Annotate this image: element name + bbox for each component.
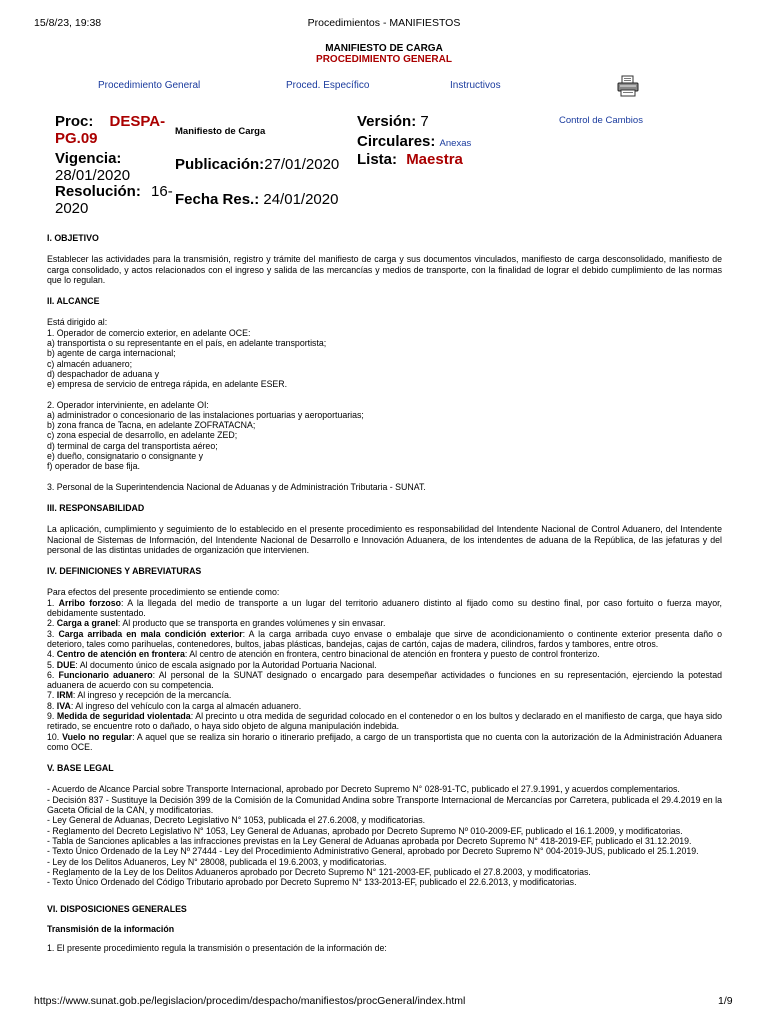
resolucion-label: Resolución: <box>55 183 141 200</box>
lista-value: Maestra <box>406 151 463 168</box>
resolucion-block <box>55 183 175 217</box>
responsabilidad-text: La aplicación, cumplimiento y seguimiento de lo establecido en el presente procedimiento es responsabilidad del Intendente Nacional de Control Aduanero, del Intendente Nacional de Sistemas de Información, del Intendente Nacional de Desarrollo e Innovación Aduanera, de los intendentes de aduana de la República, de las jefaturas y del personal de las distintas unidades de organización que intervienen. <box>47 524 722 555</box>
list-item: c) almacén aduanero; <box>47 358 133 369</box>
proc-name: Manifiesto de Carga <box>175 126 266 137</box>
page-number: 1/9 <box>718 995 733 1007</box>
printer-icon[interactable] <box>617 75 639 97</box>
list-item: d) despachador de aduana y <box>47 368 160 379</box>
page-url: https://www.sunat.gob.pe/legislacion/procedim/despacho/manifiestos/procGeneral/index.html <box>34 995 466 1007</box>
print-datetime: 15/8/23, 19:38 <box>34 17 102 29</box>
list-item: - Tabla de Sanciones aplicables a las infracciones previstas en la Ley General de Aduanas aprobada por Decreto Supremo N° 418-2019-EF, publicado el 31.12.2019. <box>47 835 692 846</box>
section-definiciones-title: IV. DEFINICIONES Y ABREVIATURAS <box>47 566 202 577</box>
publicacion-value: 27/01/2020 <box>264 156 340 173</box>
version-block <box>357 113 429 130</box>
list-item: - Ley de los Delitos Aduaneros, Ley N° 28008, publicada el 19.6.2003, y modificatorias. <box>47 856 387 867</box>
proc-code-block <box>55 113 173 147</box>
list-item: - Reglamento de la Ley de los Delitos Aduaneros aprobado por Decreto Supremo N° 121-2003-EF, publicado el 27.8.2003, y modificatorias. <box>47 866 591 877</box>
circulares-label: Circulares: <box>357 133 436 150</box>
doc-title: MANIFIESTO DE CARGA <box>325 43 443 54</box>
list-item: - Texto Único Ordenado de la Ley Nº 27444 - Ley del Procedimiento Administrativo General, aprobado por Decreto Supremo N° 004-2019-JUS, publicado el 25.1.2019. <box>47 846 699 857</box>
resolucion-value-1: 16- <box>151 183 173 200</box>
list-item: d) terminal de carga del transportista aéreo; <box>47 440 218 451</box>
list-item: f) operador de base fija. <box>47 461 140 472</box>
definition-item: 9. Medida de seguridad violentada: Al precinto u otra medida de seguridad colocado en el contenedor o en los bultos y declarado en el manifiesto de carga, que haya sido retirado, se encuentre roto o dañado, o haya sido objeto de alguna manipulación indebida. <box>47 710 723 732</box>
nav-instructivos[interactable]: Instructivos <box>450 80 501 91</box>
list-item: - Texto Único Ordenado del Código Tributario aprobado por Decreto Supremo N° 133-2013-EF, publicado el 22.6.2013, y modificatorias. <box>47 877 577 888</box>
transmision-subtitle: Transmisión de la información <box>47 923 175 934</box>
circulares-block <box>357 133 471 152</box>
window-title: Procedimientos - MANIFIESTOS <box>307 17 461 29</box>
definitions-list <box>47 598 722 752</box>
alcance-item-3: 3. Personal de la Superintendencia Nacional de Aduanas y de Administración Tributaria - SUNAT. <box>47 481 426 492</box>
proc-code-part2: PG.09 <box>55 130 98 147</box>
objetivo-text: Establecer las actividades para la transmisión, registro y trámite del manifiesto de carga y sus documentos vinculados, manifiesto de carga desconsolidado, manifiesto de carga consolidado, y actos relacionados con el ingreso y salida de las mercancías y medios de transporte, con la finalidad de lograr el debido cumplimiento de las normas que lo regulan. <box>47 254 722 285</box>
definition-item: 3. Carga arribada en mala condición exterior: A la carga arribada cuyo envase o embalaje que sirve de acondicionamiento o continente exterior presenta daño o deterioro, tales como parihuelas, contenedores, bultos, jabas plásticas, bandejas, cajas de cartón, cajas de madera, cilindros, fardos y tambores, entre otros. <box>47 628 722 649</box>
list-item: - Ley General de Aduanas, Decreto Legislativo N° 1053, publicada el 27.6.2008, y modificatorias. <box>47 815 426 826</box>
list-item: - Reglamento del Decreto Legislativo N° 1053, Ley General de Aduanas, aprobado por Decreto Supremo Nº 010-2009-EF, publicado el 16.1.2009, y modificatorias. <box>47 825 683 836</box>
vigencia-value: 28/01/2020 <box>55 167 131 184</box>
definition-item: 10. Vuelo no regular: A aquel que se realiza sin horario o itinerario prefijado, a cargo de un transportista que no cuenta con la autorización de la Administración Aduanera como OCE. <box>47 731 722 752</box>
list-item: Está dirigido al: <box>47 317 108 328</box>
document-body <box>47 233 722 953</box>
fecha-res-block <box>175 191 338 208</box>
list-item: c) zona especial de desarrollo, en adelante ZED; <box>47 430 238 441</box>
transmision-item-1: 1. El presente procedimiento regula la transmisión o presentación de la información de: <box>47 943 387 954</box>
publicacion-label: Publicación: <box>175 156 265 173</box>
vigencia-block <box>55 150 173 184</box>
definition-item: 6. Funcionario aduanero: Al personal de la SUNAT designado o encargado para desempeñar actividades o funciones en su representación, ejerciendo la potestad aduanera de acuerdo con su competencia. <box>47 669 722 691</box>
list-item: b) zona franca de Tacna, en adelante ZOFRATACNA; <box>47 420 256 431</box>
resolucion-value-2: 2020 <box>55 200 89 217</box>
circulares-anexas-link[interactable]: Anexas <box>439 138 472 149</box>
lista-block <box>357 151 463 168</box>
fecha-res-value: 24/01/2020 <box>263 191 339 208</box>
definition-item: 5. DUE: Al documento único de escala asignado por la Autoridad Portuaria Nacional. <box>47 659 377 670</box>
doc-subtitle: PROCEDIMIENTO GENERAL <box>316 54 452 65</box>
publicacion-block <box>175 156 339 173</box>
list-item: - Acuerdo de Alcance Parcial sobre Transporte Internacional, aprobado por Decreto Supremo N° 028-91-TC, publicado el 27.9.1991, y acuerdos complementarios. <box>47 784 680 795</box>
definition-item: 7. IRM: Al ingreso y recepción de la mercancía. <box>47 690 232 701</box>
list-item: e) dueño, consignatario o consignante y <box>47 451 204 462</box>
list-item: - Decisión 837 - Sustituye la Decisión 399 de la Comisión de la Comunidad Andina sobre Transporte Internacional de Mercancías por Carretera, publicada el 29.4.2019 en la Gaceta Oficial de la CAN, y modificatorias. <box>47 794 722 816</box>
definition-item: 8. IVA: Al ingreso del vehículo con la carga al almacén aduanero. <box>47 700 302 711</box>
definition-item: 2. Carga a granel: Al producto que se transporta en grandes volúmenes y sin envasar. <box>47 618 386 629</box>
list-item: b) agente de carga internacional; <box>47 348 176 359</box>
nav-proced-especifico[interactable]: Proced. Específico <box>286 80 370 91</box>
fecha-res-label: Fecha Res.: <box>175 191 260 208</box>
version-label: Versión: <box>357 113 417 130</box>
section-responsabilidad-title: III. RESPONSABILIDAD <box>47 502 145 513</box>
proc-code-part1: DESPA- <box>109 113 166 130</box>
proc-label: Proc: <box>55 113 94 130</box>
lista-label: Lista: <box>357 151 398 168</box>
section-base-legal-title: V. BASE LEGAL <box>47 763 114 774</box>
vigencia-label: Vigencia: <box>55 150 122 167</box>
alcance-list-1 <box>47 317 722 389</box>
section-objetivo-title: I. OBJETIVO <box>47 233 99 243</box>
definition-item: 4. Centro de atención en frontera: Al centro de atención en frontera, centro binacional de atención en frontera y puesto de control fronterizo. <box>47 649 600 660</box>
list-item: 1. Operador de comercio exterior, en adelante OCE: <box>47 327 251 338</box>
list-item: e) empresa de servicio de entrega rápida, en adelante ESER. <box>47 379 288 390</box>
alcance-list-2 <box>47 400 722 472</box>
list-item: 2. Operador interviniente, en adelante OI: <box>47 399 209 410</box>
base-legal-list <box>47 784 722 887</box>
list-item: a) administrador o concesionario de las instalaciones portuarias y aeroportuarias; <box>47 409 364 420</box>
definition-item: 1. Arribo forzoso: A la llegada del medio de transporte a un lugar del territorio aduanero distinto al fijado como su destino final, por caso fortuito o fuerza mayor, debidamente sustentado. <box>47 597 722 619</box>
section-disposiciones-title: VI. DISPOSICIONES GENERALES <box>47 904 187 915</box>
definiciones-intro: Para efectos del presente procedimiento se entiende como: <box>47 587 280 598</box>
version-value: 7 <box>420 113 429 130</box>
control-cambios-link[interactable]: Control de Cambios <box>559 115 643 126</box>
list-item: a) transportista o su representante en el país, en adelante transportista; <box>47 338 327 349</box>
nav-procedimiento-general[interactable]: Procedimiento General <box>98 80 201 91</box>
section-alcance-title: II. ALCANCE <box>47 296 100 307</box>
